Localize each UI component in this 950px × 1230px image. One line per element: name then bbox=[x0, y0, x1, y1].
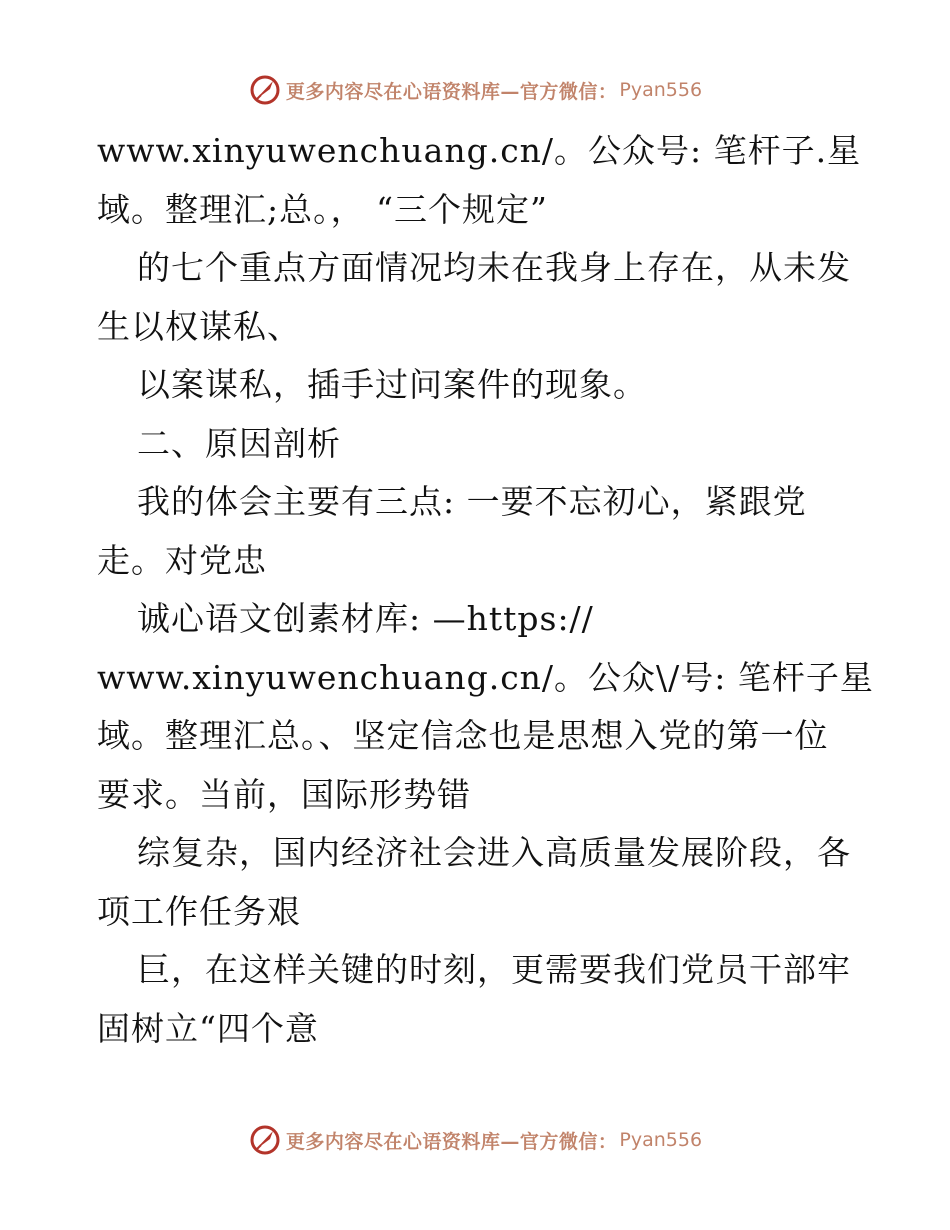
quill-logo-icon bbox=[248, 73, 282, 107]
text-line: 巨，在这样关键的时刻，更需要我们党员干部牢 bbox=[137, 950, 851, 989]
text-line: 二、原因剖析 bbox=[137, 423, 341, 463]
text-line: www.xinyuwenchuang.cn/。公众号: 笔杆子.星 bbox=[97, 131, 862, 170]
text-line: 域。整理汇;总。， “三个规定” bbox=[97, 189, 548, 229]
text-line: 以案谋私，插手过问案件的现象。 bbox=[137, 365, 647, 404]
footer-watermark bbox=[0, 1120, 950, 1160]
text-line: 走。对党忠 bbox=[97, 540, 267, 580]
text-line: 综复杂，国内经济社会进入高质量发展阶段，各 bbox=[137, 833, 851, 872]
text-line: 固树立“四个意 bbox=[97, 1008, 319, 1048]
header-watermark-text: 更多内容尽在心语资料库—官方微信： bbox=[285, 80, 618, 103]
text-line: 域。整理汇总。、坚定信念也是思想入党的第一位 bbox=[97, 716, 829, 755]
footer-wechat-id: Pyan556 bbox=[619, 1129, 703, 1151]
text-line: 我的体会主要有三点: 一要不忘初心，紧跟党 bbox=[137, 482, 807, 521]
text-line: www.xinyuwenchuang.cn/。公众\/号: 笔杆子星 bbox=[97, 657, 874, 697]
text-line: 生以权谋私、 bbox=[97, 306, 301, 346]
text-line: 要求。当前，国际形势错 bbox=[97, 774, 471, 814]
quill-logo-icon bbox=[248, 1123, 282, 1157]
text-line: 项工作任务艰 bbox=[97, 891, 301, 931]
text-line: 诚心语文创素材库: —https:// bbox=[137, 599, 594, 638]
header-wechat-id: Pyan556 bbox=[619, 79, 703, 101]
document-body bbox=[97, 122, 874, 1058]
header-watermark bbox=[0, 70, 950, 110]
footer-watermark-text: 更多内容尽在心语资料库—官方微信： bbox=[285, 1130, 618, 1153]
text-line: 的七个重点方面情况均未在我身上存在，从未发 bbox=[137, 248, 851, 287]
